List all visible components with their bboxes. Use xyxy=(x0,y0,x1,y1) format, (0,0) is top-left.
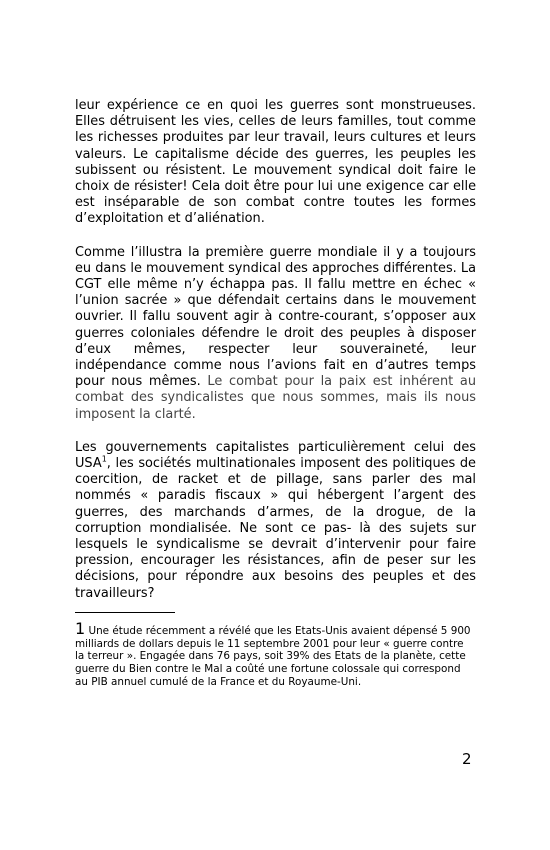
footnote-reference: 1 xyxy=(101,454,107,464)
page-number: 2 xyxy=(462,750,472,768)
paragraph-3 xyxy=(75,440,476,602)
paragraph-3-start: Les gouvernements capitalistes particulièrement celui des USA xyxy=(75,439,476,472)
page-body xyxy=(75,98,476,699)
paragraph-3-rest: , les sociétés multinationales imposent des politiques de coercition, de racket et de pillage, sans parler des mal nommés « paradis fiscaux » qui hébergent l’argent des guerres, des marchands d’armes, de la drogue, de la corruption mondialisée. Ne sont ce pas- là des sujets sur lesquels le syndicalisme se devrait d’intervenir pour faire pression, encourager les résistances, afin de peser sur les décisions, pour répondre aux besoins des peuples et des travailleurs? xyxy=(75,456,476,601)
paragraph-1: leur expérience ce en quoi les guerres sont monstrueuses. Elles détruisent les vies, celles de leurs familles, tout comme les richesses produites par leur travail, leurs cultures et leurs valeurs. Le capitalisme décide des guerres, les peuples les subissent ou résistent. Le mouvement syndical doit faire le choix de résister! Cela doit être pour lui une exigence car elle est inséparable de son combat contre toutes les formes d’exploitation et d’aliénation. xyxy=(75,98,476,227)
footnote-separator xyxy=(75,612,175,613)
footnote-number: 1 xyxy=(75,619,86,639)
footnote-text: Une étude récemment a révélé que les Etats-Unis avaient dépensé 5 900 milliards de dollars depuis le 11 septembre 2001 pour leur « guerre contre la terreur ». Engagée dans 76 pays, soit 39% des Etats de la planète, cette guerre du Bien contre le Mal a coûté une fortune colossale qui correspond au PIB annuel cumulé de la France et du Royaume-Uni. xyxy=(75,625,471,688)
paragraph-2 xyxy=(75,245,476,423)
paragraph-2-main: Comme l’illustra la première guerre mondiale il y a toujours eu dans le mouvement syndical des approches différentes. La CGT elle même n’y échappa pas. Il fallu mettre en échec « l’union sacrée » que défendait certains dans le mouvement ouvrier. Il fallu souvent agir à contre-courant, s’opposer aux guerres coloniales défendre le droit des peuples à disposer d’eux mêmes, respecter leur souveraineté, leur indépendance comme nous l’avions fait en d’autres temps pour nous mêmes. xyxy=(75,244,476,390)
paragraph-2-peace: Le combat pour la paix est inhérent au combat des syndicalistes que nous sommes, mais ils nous imposent la clarté. xyxy=(75,374,476,422)
footnote xyxy=(75,619,476,688)
